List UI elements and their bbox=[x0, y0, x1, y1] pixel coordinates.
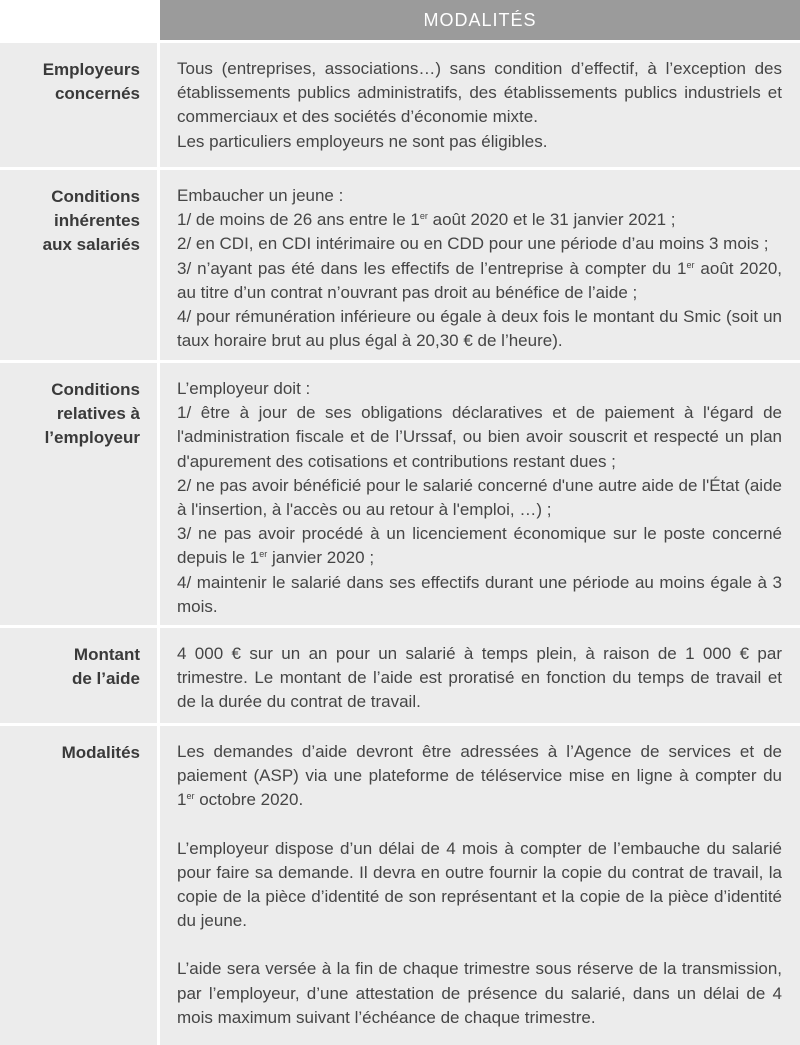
row-content: Les demandes d’aide devront être adressées à l’Agence de services et de paiement (ASP) via une plateforme de téléservice mise en ligne à compter du 1er octobre 2020. L’employeur dispose d’un délai de 4 mois à compter de l’embauche du salarié pour faire sa demande. Il devra en outre fournir la copie du contrat de travail, la copie de la pièce d’identité de son représentant et la copie de la pièce d’identité du jeune. L’aide sera versée à la fin de chaque trimestre sous réserve de la transmission, par l’employeur, d’une attestation de présence du salarié, dans un délai de 4 mois maximum suivant l’échéance de chaque trimestre. bbox=[160, 726, 800, 1045]
row-content: 4 000 € sur un an pour un salarié à temps plein, à raison de 1 000 € par trimestre. Le montant de l’aide est proratisé en fonction du temps de travail et de la durée du contrat de travail. bbox=[160, 628, 800, 723]
row-conditions-employeur bbox=[0, 360, 800, 625]
row-montant-aide bbox=[0, 625, 800, 723]
row-label: Employeurs concernés bbox=[0, 43, 157, 167]
row-content: Embaucher un jeune : 1/ de moins de 26 ans entre le 1er août 2020 et le 31 janvier 2021 ; 2/ en CDI, en CDI intérimaire ou en CDD pour une période d’au moins 3 mois ; 3/ n’ayant pas été dans les effectifs de l’entreprise à compter du 1er août 2020, au titre d’un contrat n’ouvrant pas droit au bénéfice de l’aide ; 4/ pour rémunération inférieure ou égale à deux fois le montant du Smic (soit un taux horaire brut au plus égal à 20,30 € de l’heure). bbox=[160, 170, 800, 360]
row-employeurs-concernes bbox=[0, 40, 800, 167]
row-content: Tous (entreprises, associations…) sans condition d’effectif, à l’exception des établissements publics administratifs, des établissements publics industriels et commerciaux et des sociétés d’économie mixte. Les particuliers employeurs ne sont pas éligibles. bbox=[160, 43, 800, 167]
table-header bbox=[0, 0, 800, 40]
row-label: Modalités bbox=[0, 726, 157, 1045]
header-blank-cell bbox=[0, 0, 157, 40]
row-content: L’employeur doit : 1/ être à jour de ses obligations déclaratives et de paiement à l'égard de l'administration fiscale et de l’Urssaf, ou bien avoir souscrit et respecté un plan d'apurement des cotisations et contributions restant dues ; 2/ ne pas avoir bénéficié pour le salarié concerné d'une autre aide de l'État (aide à l'insertion, à l'accès ou au retour à l'emploi, …) ; 3/ ne pas avoir procédé à un licenciement économique sur le poste concerné depuis le 1er janvier 2020 ; 4/ maintenir le salarié dans ses effectifs durant une période au moins égale à 3 mois. bbox=[160, 363, 800, 625]
header-title: MODALITÉS bbox=[160, 0, 800, 40]
row-label: Conditions relatives à l’employeur bbox=[0, 363, 157, 625]
row-label: Conditions inhérentes aux salariés bbox=[0, 170, 157, 360]
row-conditions-salaries bbox=[0, 167, 800, 360]
row-label: Montant de l’aide bbox=[0, 628, 157, 723]
row-modalites bbox=[0, 723, 800, 1045]
